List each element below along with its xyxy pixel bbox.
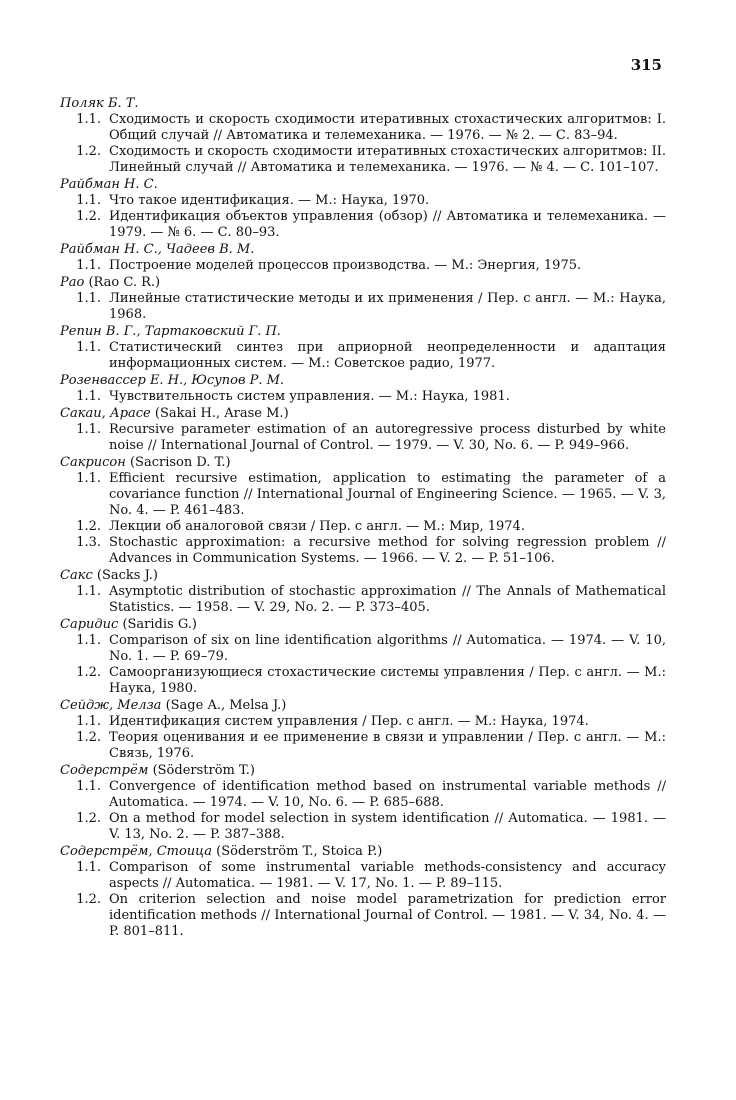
reference-number: 1.1. <box>76 389 101 404</box>
author-original-name: (Rao C. R.) <box>88 275 161 290</box>
author-name: Содерстрём <box>60 763 149 778</box>
reference-text: Efficient recursive estimation, application to estimating the parameter of a covariance function // International Journal of Engineering Science. — 1965. — V. 3, No. 4. — P. 461–483. <box>109 471 666 518</box>
reference-list <box>60 95 666 940</box>
author-original-name: (Saridis G.) <box>122 617 197 632</box>
author-name: Райбман Н. С. <box>60 177 158 192</box>
page-number: 315 <box>630 56 662 74</box>
reference-number: 1.1. <box>76 471 101 486</box>
author-original-name: (Sacrison D. T.) <box>129 455 231 470</box>
author-name: Розенвассер Е. Н., Юсупов Р. М. <box>60 373 285 388</box>
reference-text: Что такое идентификация. — М.: Наука, 1970. <box>109 193 430 208</box>
author-name: Сакаи, Арасе <box>60 406 151 421</box>
reference-text: Чувствительность систем управления. — М.: Наука, 1981. <box>109 389 510 404</box>
reference-item <box>60 291 666 323</box>
reference-text: Идентификация систем управления / Пер. с англ. — М.: Наука, 1974. <box>109 714 589 729</box>
reference-item <box>60 519 666 535</box>
author-original-name: (Sakai H., Arase M.) <box>154 406 289 421</box>
reference-number: 1.1. <box>76 714 101 729</box>
reference-text: Статистический синтез при априорной неопределенности и адаптация информационных систем. — М.: Советское радио, 1977. <box>109 340 666 371</box>
reference-text: Построение моделей процессов производства. — М.: Энергия, 1975. <box>109 258 582 273</box>
author-heading <box>60 373 666 389</box>
reference-text: Сходимость и скорость сходимости итеративных стохастических алгоритмов: II. Линейный случай // Автоматика и телемеханика. — 1976. — № 4. — С. 101–107. <box>109 144 666 175</box>
reference-text: Лекции об аналоговой связи / Пер. с англ. — М.: Мир, 1974. <box>109 519 525 534</box>
reference-text: Линейные статистические методы и их применения / Пер. с англ. — М.: Наука, 1968. <box>109 291 666 322</box>
author-heading <box>60 96 666 112</box>
author-heading <box>60 455 666 471</box>
author-heading <box>60 763 666 779</box>
reference-number: 1.1. <box>76 258 101 273</box>
author-name: Репин В. Г., Тартаковский Г. П. <box>60 324 281 339</box>
reference-number: 1.2. <box>76 811 101 826</box>
reference-number: 1.1. <box>76 584 101 599</box>
reference-item <box>60 779 666 811</box>
reference-text: Stochastic approximation: a recursive method for solving regression problem // Advances in Communication Systems. — 1966. — V. 2. — P. 51–106. <box>109 535 666 566</box>
author-heading <box>60 844 666 860</box>
reference-item <box>60 422 666 454</box>
reference-item <box>60 811 666 843</box>
reference-number: 1.1. <box>76 860 101 875</box>
reference-item <box>60 389 666 405</box>
author-name: Сакрисон <box>60 455 126 470</box>
author-name: Райбман Н. С., Чадеев В. М. <box>60 242 255 257</box>
reference-item <box>60 209 666 241</box>
author-name: Сейдж, Мелза <box>60 698 162 713</box>
reference-item <box>60 193 666 209</box>
author-name: Содерстрём, Стоица <box>60 844 212 859</box>
reference-item <box>60 730 666 762</box>
reference-item <box>60 584 666 616</box>
reference-number: 1.2. <box>76 519 101 534</box>
reference-text: Convergence of identification method based on instrumental variable methods // Automatica. — 1974. — V. 10, No. 6. — P. 685–688. <box>109 779 666 810</box>
reference-text: On criterion selection and noise model parametrization for prediction error identification methods // International Journal of Control. — 1981. — V. 34, No. 4. — P. 801–811. <box>109 892 666 939</box>
reference-text: Comparison of some instrumental variable methods-consistency and accuracy aspects // Automatica. — 1981. — V. 17, No. 1. — P. 89–115. <box>109 860 666 891</box>
reference-item <box>60 892 666 940</box>
reference-number: 1.2. <box>76 730 101 745</box>
author-name: Саридис <box>60 617 119 632</box>
author-heading <box>60 617 666 633</box>
reference-number: 1.2. <box>76 665 101 680</box>
reference-number: 1.1. <box>76 779 101 794</box>
reference-text: Идентификация объектов управления (обзор) // Автоматика и телемеханика. — 1979. — № 6. — С. 80–93. <box>109 209 666 240</box>
reference-item <box>60 860 666 892</box>
author-name: Рао <box>60 275 85 290</box>
reference-number: 1.1. <box>76 422 101 437</box>
reference-item <box>60 144 666 176</box>
reference-item <box>60 471 666 519</box>
author-original-name: (Söderström T., Stoica P.) <box>216 844 383 859</box>
author-heading <box>60 242 666 258</box>
reference-item <box>60 714 666 730</box>
reference-number: 1.1. <box>76 193 101 208</box>
reference-number: 1.2. <box>76 144 101 159</box>
reference-number: 1.1. <box>76 633 101 648</box>
author-heading <box>60 406 666 422</box>
author-heading <box>60 324 666 340</box>
author-original-name: (Söderström T.) <box>152 763 255 778</box>
reference-number: 1.1. <box>76 340 101 355</box>
author-heading <box>60 568 666 584</box>
author-heading <box>60 177 666 193</box>
reference-text: Comparison of six on line identification algorithms // Automatica. — 1974. — V. 10, No. 1. — P. 69–79. <box>109 633 666 664</box>
reference-number: 1.3. <box>76 535 101 550</box>
reference-text: Сходимость и скорость сходимости итеративных стохастических алгоритмов: I. Общий случай // Автоматика и телемеханика. — 1976. — № 2. — С. 83–94. <box>109 112 666 143</box>
author-name: Поляк Б. Т. <box>60 96 139 111</box>
reference-number: 1.1. <box>76 291 101 306</box>
reference-text: Asymptotic distribution of stochastic approximation // The Annals of Mathematical Statistics. — 1958. — V. 29, No. 2. — P. 373–405. <box>109 584 666 615</box>
reference-number: 1.1. <box>76 112 101 127</box>
reference-item <box>60 340 666 372</box>
reference-item <box>60 112 666 144</box>
reference-text: Самоорганизующиеся стохастические системы управления / Пер. с англ. — М.: Наука, 1980. <box>109 665 666 696</box>
author-heading <box>60 698 666 714</box>
reference-number: 1.2. <box>76 892 101 907</box>
reference-text: Recursive parameter estimation of an autoregressive process disturbed by white noise // International Journal of Control. — 1979. — V. 30, No. 6. — P. 949–966. <box>109 422 666 453</box>
author-original-name: (Sage A., Melsa J.) <box>165 698 287 713</box>
reference-item <box>60 633 666 665</box>
reference-item <box>60 535 666 567</box>
reference-text: Теория оценивания и ее применение в связи и управлении / Пер. с англ. — М.: Связь, 1976. <box>109 730 666 761</box>
reference-text: On a method for model selection in system identification // Automatica. — 1981. — V. 13, No. 2. — P. 387–388. <box>109 811 666 842</box>
reference-item <box>60 258 666 274</box>
author-original-name: (Sacks J.) <box>96 568 158 583</box>
reference-item <box>60 665 666 697</box>
author-heading <box>60 275 666 291</box>
author-name: Сакс <box>60 568 93 583</box>
reference-number: 1.2. <box>76 209 101 224</box>
